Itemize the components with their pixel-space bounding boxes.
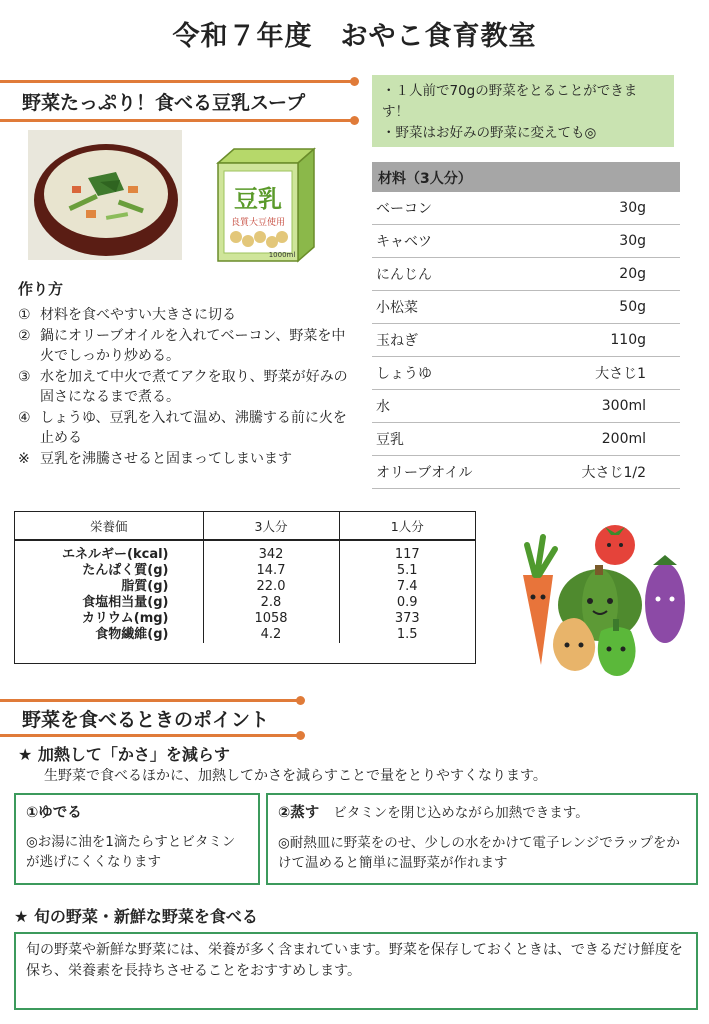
heat-heading: ★ 加熱して「かさ」を減らす xyxy=(18,745,230,764)
note-line: ・野菜はお好みの野菜に変えても◎ xyxy=(382,125,597,141)
vegetable-characters-illustration xyxy=(505,515,695,685)
step-item: ④ しょうゆ、豆乳を入れて温め、沸騰する前に火を止める xyxy=(18,409,347,446)
boil-text: ◎お湯に油を1滴たらすとビタミンが逃げにくくなります xyxy=(26,834,236,870)
page-title: 令和７年度 おやこ食育教室 xyxy=(172,21,537,52)
nutrition-row: カリウム(mg) 1058 373 xyxy=(15,611,475,627)
seasonal-box xyxy=(14,932,698,1010)
recipe-title: 野菜たっぷり！食べる豆乳スープ xyxy=(22,92,306,114)
ingredient-row: キャベツ 30g xyxy=(372,225,680,258)
points-top-line xyxy=(0,699,300,702)
section-line-dot xyxy=(350,77,359,86)
boil-box xyxy=(14,793,260,885)
nutrition-row: たんぱく質(g) 14.7 5.1 xyxy=(15,563,475,579)
svg-text:豆乳: 豆乳 xyxy=(234,185,282,213)
ingredients-header: 材料（3人分） xyxy=(372,162,680,192)
ingredient-row: 豆乳 200ml xyxy=(372,423,680,456)
points-title: 野菜を食べるときのポイント xyxy=(22,709,270,731)
step-item: ③ 水を加えて中火で煮てアクを取り、野菜が好みの固さになるまで煮る。 xyxy=(18,368,348,405)
section-line-dot xyxy=(296,731,305,740)
ingredient-row: にんじん 20g xyxy=(372,258,680,291)
nutrition-row: 脂質(g) 22.0 7.4 xyxy=(15,579,475,595)
points-bottom-line xyxy=(0,734,300,737)
steam-text: ◎耐熱皿に野菜をのせ、少しの水をかけて電子レンジでラップをかけて温めると簡単に温野菜が作れます xyxy=(278,835,680,871)
nutrition-row: 食塩相当量(g) 2.8 0.9 xyxy=(15,595,475,611)
nutrition-table xyxy=(14,511,476,664)
section-line-dot xyxy=(350,116,359,125)
recipe-notes xyxy=(372,75,674,147)
step-item: ※ 豆乳を沸騰させると固まってしまいます xyxy=(18,450,292,467)
ingredient-row: ベーコン 30g xyxy=(372,192,680,225)
step-item: ① 材料を食べやすい大きさに切る xyxy=(18,307,236,323)
step-item: ② 鍋にオリーブオイルを入れてベーコン、野菜を中火でしっかり炒める。 xyxy=(18,327,346,364)
ingredient-row: 水 300ml xyxy=(372,390,680,423)
ingredient-row: オリーブオイル 大さじ1/2 xyxy=(372,456,680,489)
section-line-dot xyxy=(296,696,305,705)
steam-subtitle: ビタミンを閉じ込めながら加熱できます。 xyxy=(333,805,589,821)
steam-box xyxy=(266,793,698,885)
steam-title: ②蒸す xyxy=(278,805,320,821)
nutrition-row: 食物繊維(g) 4.2 1.5 xyxy=(15,627,475,643)
svg-text:1000ml: 1000ml xyxy=(268,251,296,259)
ingredient-row: 玉ねぎ 110g xyxy=(372,324,680,357)
steps-list xyxy=(18,305,358,469)
soup-photo xyxy=(28,130,182,260)
ingredient-row: しょうゆ 大さじ1 xyxy=(372,357,680,390)
ingredient-row: 小松菜 50g xyxy=(372,291,680,324)
nutrition-header: 栄養価 xyxy=(15,512,203,540)
soy-milk-box-image xyxy=(212,145,322,265)
nutrition-header: 1人分 xyxy=(339,512,475,540)
note-line: ・１人前で70gの野菜をとることができます！ xyxy=(382,83,638,120)
section-top-line xyxy=(0,80,355,83)
nutrition-row: エネルギー(kcal) 342 117 xyxy=(15,540,475,563)
section-bottom-line xyxy=(0,119,355,122)
svg-text:良質大豆使用: 良質大豆使用 xyxy=(230,218,286,228)
boil-title: ①ゆでる xyxy=(26,805,82,821)
steps-heading: 作り方 xyxy=(18,280,64,298)
nutrition-header: 3人分 xyxy=(203,512,339,540)
seasonal-heading: ★ 旬の野菜・新鮮な野菜を食べる xyxy=(14,907,258,926)
heat-text: 生野菜で食べるほかに、加熱してかさを減らすことで量をとりやすくなります。 xyxy=(44,768,547,784)
ingredients-table xyxy=(372,162,680,489)
seasonal-text: 旬の野菜や新鮮な野菜には、栄養が多く含まれています。野菜を保存しておくときは、できるだけ鮮度を保ち、栄養素を長持ちさせることをおすすめします。 xyxy=(26,942,683,979)
